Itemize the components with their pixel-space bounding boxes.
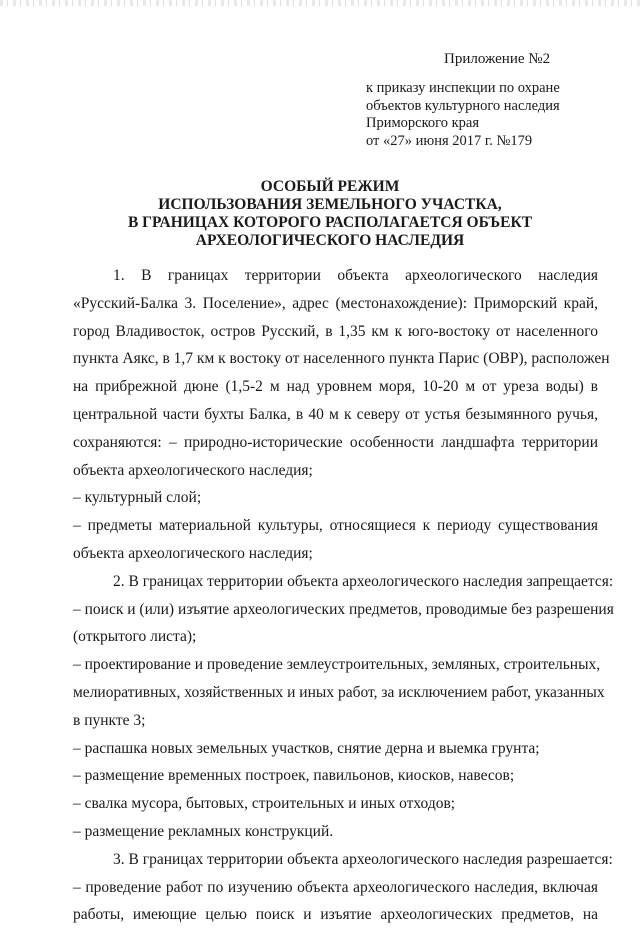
text-line: работы, имеющие целью поиск и изъятие археологических предметов, на: [73, 906, 598, 924]
text-line: центральной части бухты Балка, в 40 м к северу от устья безымянного ручья,: [73, 405, 598, 423]
text-line: (открытого листа);: [73, 628, 197, 646]
list-item: – поиск и (или) изъятие археологических предметов, проводимые без разрешения: [73, 600, 614, 618]
text-line: город Владивосток, остров Русский, в 1,35 км к юго-востоку от населенного: [73, 322, 598, 340]
section-1: [73, 262, 610, 568]
list-item: – проведение работ по изучению объекта археологического наследия, включая: [73, 878, 598, 896]
document-body: [73, 262, 614, 929]
list-item: – распашка новых земельных участков, снятие дерна и выемка грунта;: [73, 739, 540, 757]
title-line: АРХЕОЛОГИЧЕСКОГО НАСЛЕДИЯ: [195, 232, 465, 249]
list-item: – размещение рекламных конструкций.: [73, 822, 334, 840]
title-line: ИСПОЛЬЗОВАНИЯ ЗЕМЕЛЬНОГО УЧАСТКА,: [158, 196, 502, 213]
section-heading: 3. В границах территории объекта археологического наследия разрешается:: [113, 850, 613, 868]
list-item: – свалка мусора, бытовых, строительных и иных отходов;: [73, 795, 456, 813]
text-line: в пункте 3;: [73, 711, 146, 729]
list-item-material-culture: – предметы материальной культуры, относящиеся к периоду существования: [73, 517, 598, 535]
order-reference: [366, 80, 626, 150]
text-line: объекта археологического наследия;: [73, 461, 313, 479]
order-date-line: от «27» июня 2017 г. №179: [366, 132, 533, 149]
list-item-culture-layer: – культурный слой;: [73, 489, 202, 507]
title-line: В ГРАНИЦАХ КОТОРОГО РАСПОЛАГАЕТСЯ ОБЪЕКТ: [127, 214, 533, 231]
text-line: мелиоративных, хозяйственных и иных работ, за исключением работ, указанных: [73, 683, 605, 701]
list-item: – проектирование и проведение землеустроительных, земляных, строительных,: [73, 656, 601, 674]
order-line: к приказу инспекции по охране: [366, 80, 560, 96]
list-item: – размещение временных построек, павильонов, киосков, навесов;: [73, 767, 515, 785]
text-line: объекта археологического наследия;: [73, 544, 313, 562]
order-line: Приморского края: [366, 115, 480, 131]
text-line: сохраняются: – природно-исторические особенности ландшафта территории: [73, 433, 598, 451]
text-line: 1. В границах территории объекта археологического наследия: [113, 267, 598, 284]
text-line: пункта Аякс, в 1,7 км к востоку от населенного пункта Парис (ОВР), расположен: [73, 350, 610, 368]
text-line: «Русский-Балка 3. Поселение», адрес (местонахождение): Приморский край,: [73, 294, 598, 312]
order-line: объектов культурного наследия: [366, 97, 560, 114]
section-2: [73, 568, 614, 846]
text-line: на прибрежной дюне (1,5-2 м над уровнем моря, 10-20 м от уреза воды) в: [73, 378, 598, 396]
document-title: [80, 178, 580, 250]
title-line: ОСОБЫЙ РЕЖИМ: [260, 178, 400, 195]
section-3: [73, 846, 613, 929]
section-heading: 2. В границах территории объекта археологического наследия запрещается:: [113, 572, 614, 590]
appendix-number: Приложение №2: [444, 51, 551, 67]
